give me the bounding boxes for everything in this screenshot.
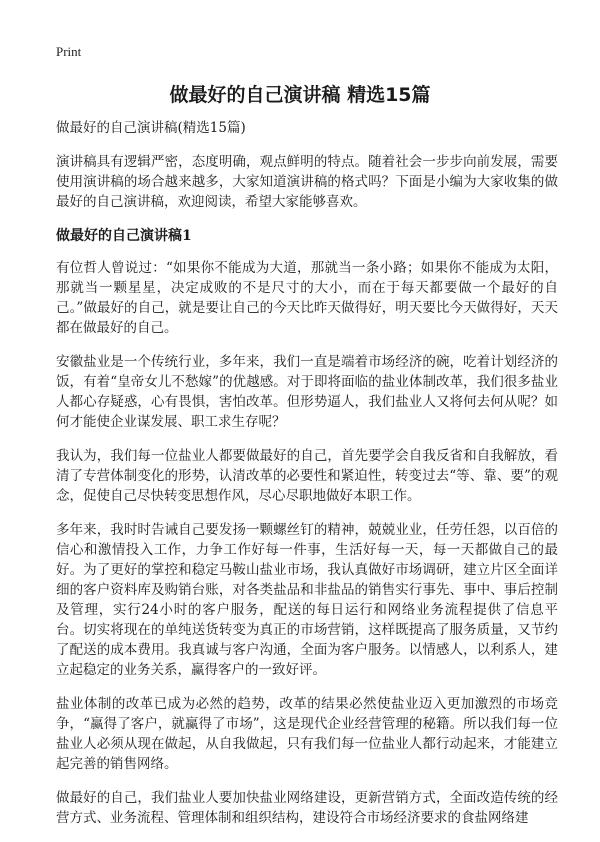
page-title: 做最好的自己演讲稿 精选15篇	[169, 84, 431, 106]
article-subtitle: 做最好的自己演讲稿(精选15篇)	[56, 120, 246, 136]
intro-paragraph: 演讲稿具有逻辑严密，态度明确，观点鲜明的特点。随着社会一步步向前发展，需要使用演讲稿的场合越来越多，大家知道演讲稿的格式吗？下面是小编为大家收集的做最好的自己演讲稿，欢迎阅读，希望大家能够喜欢。	[56, 154, 558, 210]
body-paragraph: 盐业体制的改革已成为必然的趋势，改革的结果必然使盐业迈入更加激烈的市场竞争，“赢得了客户，就赢得了市场”，这是现代企业经营管理的秘籍。所以我们每一位盐业人必须从现在做起，从自我做起，只有我们每一位盐业人都行动起来，才能建立起完善的销售网络。	[56, 696, 558, 772]
print-link[interactable]: Print	[56, 44, 82, 59]
body-paragraph: 有位哲人曾说过：“如果你不能成为大道，那就当一条小路；如果你不能成为太阳，那就当一颗星星，决定成败的不是尺寸的大小，而在于每天都要做一个最好的自己。”做最好的自己，就是要让自己的今天比昨天做得好，明天要比今天做得好，天天都在做最好的自己。	[56, 260, 558, 336]
body-paragraph: 多年来，我时时告诫自己要发扬一颗螺丝钉的精神，兢兢业业，任劳任怨，以百倍的信心和激情投入工作，力争工作好每一件事，生活好每一天，每一天都做自己的最好。为了更好的掌控和稳定马鞍山盐业市场，我认真做好市场调研，建立片区全面详细的客户资料库及购销台账，对各类盐品和非盐品的销售实行事先、事中、事后控制及管理，实行24小时的客户服务，配送的每日运行和网络业务流程提供了信息平台。切实将现在的单纯送货转变为真正的市场营销，这样既提高了服务质量，又节约了配送的成本费用。我真诚与客户沟通，全面为客户服务。以情感人，以利系人，建立起稳定的业务关系，赢得客户的一致好评。	[56, 522, 558, 678]
body-paragraph: 我认为，我们每一位盐业人都要做最好的自己，首先要学会自我反省和自我解放，看清了专营体制变化的形势，认清改革的必要性和紧迫性，转变过去“等、靠、要”的观念，促使自己尽快转变思想作风，尽心尽职地做好本职工作。	[56, 448, 558, 504]
body-paragraph: 做最好的自己，我们盐业人要加快盐业网络建设，更新营销方式，全面改造传统的经营方式、业务流程、管理体制和组织结构，建设符合市场经济要求的食盐网络建	[56, 790, 558, 826]
body-paragraph: 安徽盐业是一个传统行业，多年来，我们一直是端着市场经济的碗，吃着计划经济的饭，有着“皇帝女儿不愁嫁”的优越感。对于即将面临的盐业体制改革，我们很多盐业人都心存疑惑，心有畏惧，害怕改革。但形势逼人，我们盐业人又将何去何从呢？如何才能使企业谋发展、职工求生存呢？	[56, 354, 558, 430]
section-heading: 做最好的自己演讲稿1	[56, 228, 192, 244]
article-body	[56, 118, 558, 842]
